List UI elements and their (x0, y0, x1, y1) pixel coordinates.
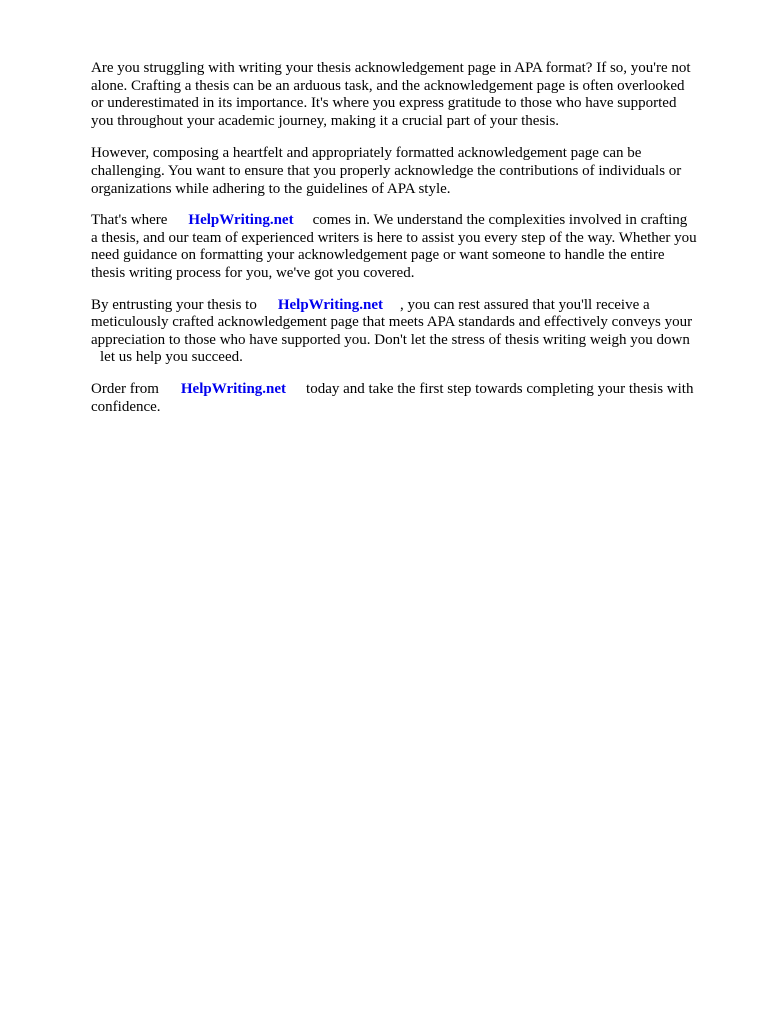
paragraph-5 (91, 381, 721, 416)
paragraph-5-first-line (91, 381, 721, 399)
helpwriting-link[interactable]: HelpWriting.net (277, 296, 383, 313)
paragraph-4-closing-text: let us help you succeed. (100, 349, 243, 366)
paragraph-spacer (91, 130, 721, 145)
paragraph-3-line: a thesis, and our team of experienced writers is here to assist you every step of the way. Whether you (91, 229, 697, 246)
paragraph-2-line: However, composing a heartfelt and appropriately formatted acknowledgement page can be (91, 145, 642, 162)
paragraph-4-first-line (91, 297, 721, 315)
paragraph-spacer (91, 367, 721, 381)
paragraph-4-line: appreciation to those who have supported you. Don't let the stress of thesis writing weigh you down (91, 331, 690, 348)
paragraph-4-trail-text: , you can rest assured that you'll receive a (399, 296, 650, 313)
paragraph-5-trail-text: today and take the first step towards completing your thesis with (306, 380, 694, 397)
paragraph-spacer (91, 198, 721, 212)
paragraph-3-lead-text: That's where (91, 212, 168, 229)
paragraph-4-line-indented (91, 349, 721, 367)
paragraph-1-line: or underestimated in its importance. It's where you express gratitude to those who have supported (91, 95, 677, 112)
paragraph-2-line: organizations while adhering to the guidelines of APA style. (91, 180, 451, 197)
paragraph-2-line: challenging. You want to ensure that you properly acknowledge the contributions of individuals or (91, 162, 682, 179)
paragraph-5-lead-text: Order from (91, 380, 159, 397)
paragraph-1-line: Are you struggling with writing your thesis acknowledgement page in APA format? If so, you're not (91, 60, 691, 76)
paragraph-1-line: you throughout your academic journey, making it a crucial part of your thesis. (91, 112, 560, 129)
paragraph-1-line: alone. Crafting a thesis can be an arduous task, and the acknowledgement page is often overlooked (91, 77, 685, 94)
paragraph-4 (91, 297, 721, 367)
paragraph-3-trail-text: comes in. We understand the complexities involved in crafting (312, 212, 688, 229)
paragraph-4-line: meticulously crafted acknowledgement page that meets APA standards and effectively conveys your (91, 314, 693, 331)
paragraph-3-line: thesis writing process for you, we've got you covered. (91, 264, 415, 281)
helpwriting-link[interactable]: HelpWriting.net (188, 212, 294, 229)
helpwriting-link[interactable]: HelpWriting.net (180, 380, 287, 397)
paragraph-3-line: need guidance on formatting your acknowledgement page or want someone to handle the entire (91, 247, 665, 264)
paragraph-spacer (91, 283, 721, 297)
paragraph-5-line: confidence. (91, 398, 161, 415)
paragraph-3-first-line (91, 212, 721, 230)
paragraph-1 (91, 60, 721, 130)
paragraph-4-lead-text: By entrusting your thesis to (91, 296, 257, 313)
document-body (91, 60, 721, 416)
paragraph-3 (91, 212, 721, 282)
paragraph-2 (91, 145, 721, 198)
